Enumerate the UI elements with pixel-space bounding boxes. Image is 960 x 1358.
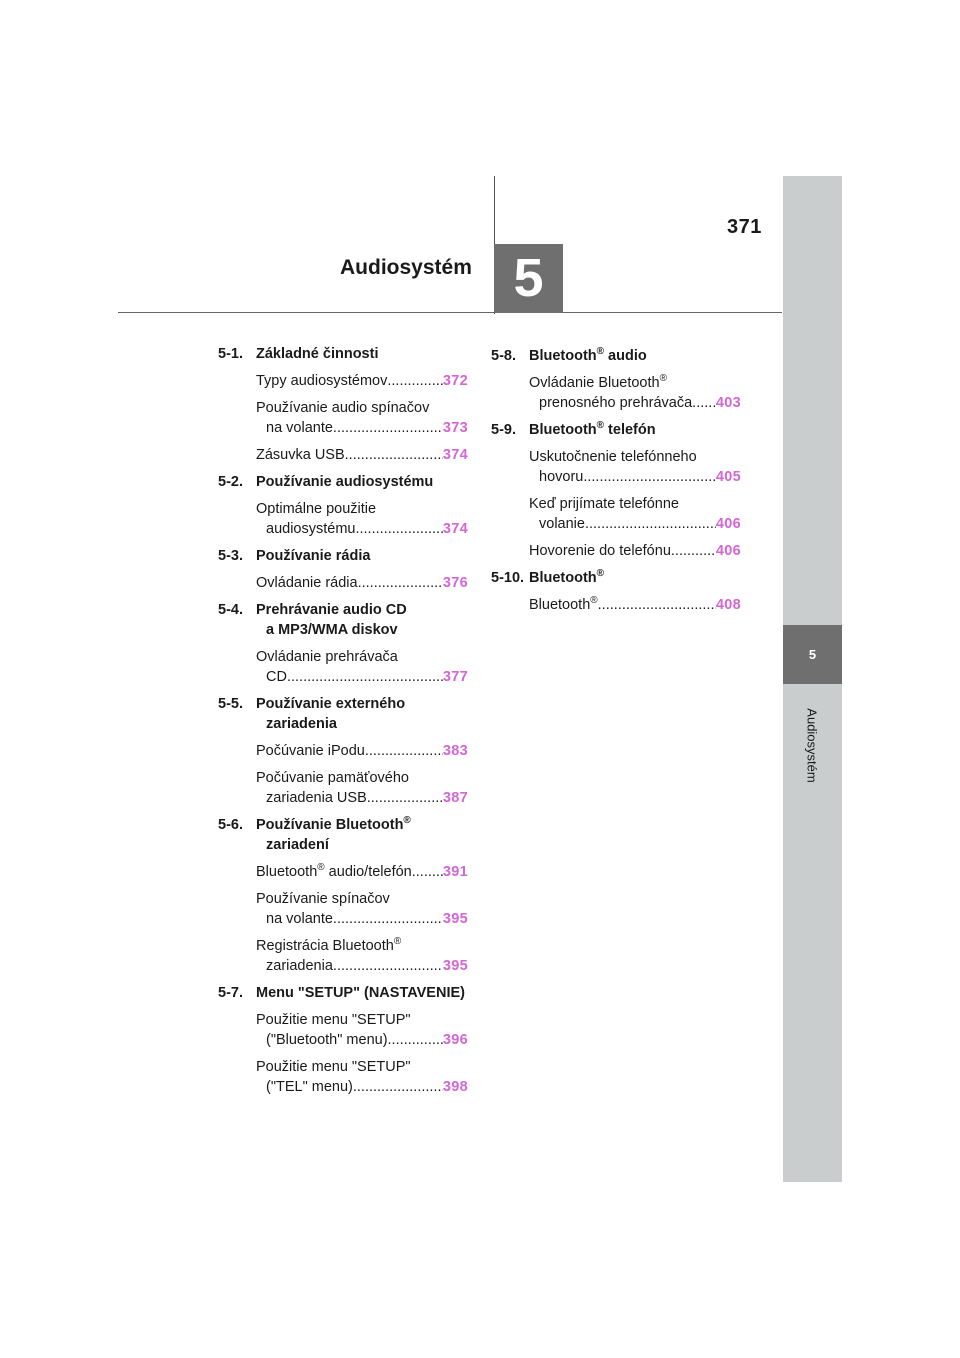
page-link[interactable]: 383 bbox=[442, 743, 468, 759]
toc-entry[interactable]: Používanie spínačov na volante ..... 395 bbox=[256, 889, 468, 929]
toc-entry[interactable]: Registrácia Bluetooth® zariadenia ..... 395 bbox=[256, 936, 468, 976]
page-link[interactable]: 406 bbox=[715, 543, 741, 559]
toc-entry[interactable]: Zásuvka USB ..... 374 bbox=[256, 445, 468, 465]
toc-section-5-2: 5-2. Používanie audiosystému bbox=[218, 474, 434, 490]
page-link[interactable]: 387 bbox=[442, 790, 468, 806]
chapter-number-box: 5 bbox=[494, 244, 563, 313]
toc-entry[interactable]: Optimálne použitie audiosystému ..... 374 bbox=[256, 499, 468, 539]
page-link[interactable]: 398 bbox=[442, 1079, 468, 1095]
page-link[interactable]: 372 bbox=[442, 373, 468, 389]
toc-entry[interactable]: Keď prijímate telefónne volanie ..... 406 bbox=[529, 494, 741, 534]
page-link[interactable]: 396 bbox=[442, 1032, 468, 1048]
toc-section-5-4: 5-4. Prehrávanie audio CD a MP3/WMA diskov bbox=[218, 602, 407, 638]
page-link[interactable]: 395 bbox=[442, 958, 468, 974]
page-link[interactable]: 377 bbox=[442, 669, 468, 685]
toc-column-right bbox=[491, 346, 741, 622]
toc-entry[interactable]: Hovorenie do telefónu ..... 406 bbox=[529, 541, 741, 561]
toc-entry[interactable]: Používanie audio spínačov na volante ..... 373 bbox=[256, 398, 468, 438]
page-number: 371 bbox=[727, 216, 762, 238]
toc-entry[interactable]: Bluetooth® audio/telefón ..... 391 bbox=[256, 862, 468, 882]
toc-entry[interactable]: Počúvanie iPodu ..... 383 bbox=[256, 741, 468, 761]
toc-entry[interactable]: Použitie menu "SETUP" ("TEL" menu) ..... 398 bbox=[256, 1057, 468, 1097]
toc-entry[interactable]: Bluetooth® ..... 408 bbox=[529, 595, 741, 615]
toc-section-5-6: 5-6. Používanie Bluetooth® zariadení bbox=[218, 815, 411, 853]
page-link[interactable]: 395 bbox=[442, 911, 468, 927]
toc-section-5-8: 5-8. Bluetooth® audio bbox=[491, 346, 647, 364]
toc-section-5-3: 5-3. Používanie rádia bbox=[218, 548, 371, 564]
toc-section-5-7: 5-7. Menu "SETUP" (NASTAVENIE) bbox=[218, 985, 465, 1001]
page-link[interactable]: 408 bbox=[715, 597, 741, 613]
toc-entry[interactable]: Ovládanie prehrávača CD ..... 377 bbox=[256, 647, 468, 687]
toc-entry[interactable]: Počúvanie pamäťového zariadenia USB ..... 387 bbox=[256, 768, 468, 808]
toc-entry[interactable]: Ovládanie Bluetooth® prenosného prehrávača ..... 403 bbox=[529, 373, 741, 413]
toc-section-5-10: 5-10. Bluetooth® bbox=[491, 568, 605, 586]
page-link[interactable]: 406 bbox=[715, 516, 741, 532]
page-link[interactable]: 405 bbox=[715, 469, 741, 485]
page-link[interactable]: 391 bbox=[442, 864, 468, 880]
header-horizontal-rule bbox=[118, 312, 782, 313]
side-tab-label: Audiosystém bbox=[804, 708, 820, 783]
toc-section-5-5: 5-5. Používanie externého zariadenia bbox=[218, 696, 406, 732]
toc-section-5-1: 5-1. Základné činnosti bbox=[218, 346, 379, 362]
page-link[interactable]: 374 bbox=[442, 521, 468, 537]
toc-entry[interactable]: Typy audiosystémov ..... 372 bbox=[256, 371, 468, 391]
chapter-title: Audiosystém bbox=[340, 256, 472, 279]
page-link[interactable]: 374 bbox=[442, 447, 468, 463]
page-link[interactable]: 373 bbox=[442, 420, 468, 436]
side-tab-chapter-number: 5 bbox=[783, 625, 842, 684]
page-link[interactable]: 403 bbox=[715, 395, 741, 411]
toc-column-left bbox=[218, 344, 468, 1104]
toc-entry[interactable]: Uskutočnenie telefónneho hovoru ..... 405 bbox=[529, 447, 741, 487]
toc-section-5-9: 5-9. Bluetooth® telefón bbox=[491, 420, 656, 438]
page-link[interactable]: 376 bbox=[442, 575, 468, 591]
toc-entry[interactable]: Ovládanie rádia ..... 376 bbox=[256, 573, 468, 593]
toc-entry[interactable]: Použitie menu "SETUP" ("Bluetooth" menu) ..... 396 bbox=[256, 1010, 468, 1050]
